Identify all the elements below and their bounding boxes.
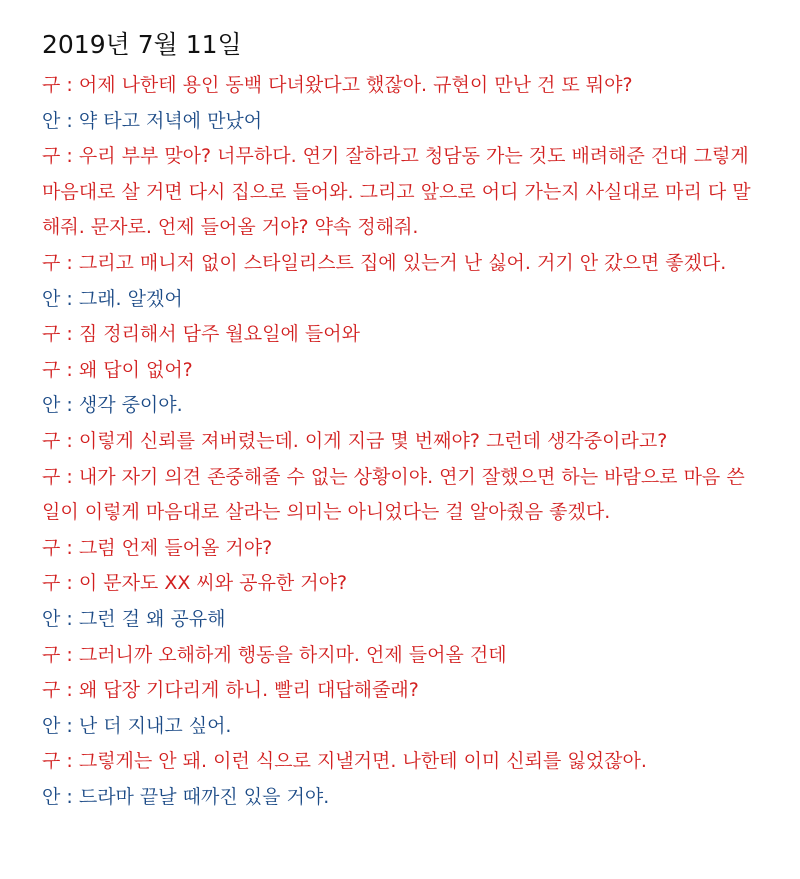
message-line: 구 : 왜 답이 없어?: [42, 358, 193, 381]
message-line: 안 : 약 타고 저녁에 만났어: [42, 109, 263, 132]
message-line: 구 : 이렇게 신뢰를 져버렸는데. 이게 지금 몇 번째야? 그런데 생각중이라고?: [42, 429, 668, 452]
message-line: 안 : 난 더 지내고 싶어.: [42, 714, 232, 737]
message-line: 안 : 생각 중이야.: [42, 394, 183, 417]
date-heading: 2019년 7월 11일: [42, 30, 242, 59]
message-line: 구 : 이 문자도 XX 씨와 공유한 거야?: [42, 572, 348, 595]
message-line: 구 : 우리 부부 맞아? 너무하다. 연기 잘하라고 청담동 가는 것도 배려해준 건대 그렇게 마음대로 살 거면 다시 집으로 들어와. 그리고 앞으로 어디 가는지 사실대로 마리 다 말해줘. 문자로. 언제 들어올 거야? 약속 정해줘.: [42, 145, 751, 239]
message-line: 구 : 어제 나한테 용인 동백 다녀왔다고 했잖아. 규현이 만난 건 또 뭐야?: [42, 74, 633, 96]
message-line: 안 : 드라마 끝날 때까진 있을 거야.: [42, 785, 330, 808]
message-line: 구 : 그렇게는 안 돼. 이런 식으로 지낼거면. 나한테 이미 신뢰를 잃었잖아.: [42, 750, 647, 773]
conversation-lines: [42, 68, 758, 815]
message-line: 구 : 내가 자기 의견 존중해줄 수 없는 상황이야. 연기 잘했으면 하는 바람으로 마음 쓴 일이 이렇게 마음대로 살라는 의미는 아니었다는 걸 알아줬음 좋겠다.: [42, 465, 745, 524]
message-line: 구 : 짐 정리해서 담주 월요일에 들어와: [42, 323, 360, 346]
message-line: 안 : 그래. 알겠어: [42, 287, 183, 310]
message-line: 구 : 그리고 매니저 없이 스타일리스트 집에 있는거 난 싫어. 거기 안 갔으면 좋겠다.: [42, 251, 727, 274]
message-line: 구 : 그럼 언제 들어올 거야?: [42, 536, 273, 559]
message-line: 안 : 그런 걸 왜 공유해: [42, 607, 226, 630]
message-line: 구 : 왜 답장 기다리게 하니. 빨리 대답해줄래?: [42, 679, 419, 702]
message-line: 구 : 그러니까 오해하게 행동을 하지마. 언제 들어올 건데: [42, 643, 507, 666]
